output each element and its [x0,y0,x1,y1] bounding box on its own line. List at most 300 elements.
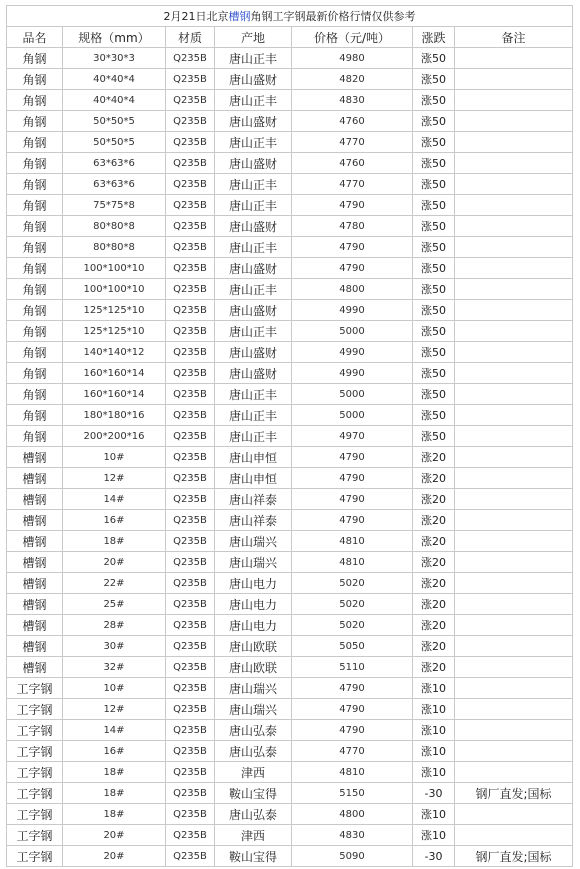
table-row [7,300,573,321]
cell-spec: 20# [63,825,166,846]
cell-material: Q235B [166,489,215,510]
cell-product: 槽钢 [7,657,63,678]
cell-note: 钢厂直发;国标 [455,783,573,804]
cell-change: 涨50 [413,258,455,279]
cell-price: 4780 [292,216,413,237]
cell-material: Q235B [166,636,215,657]
cell-product: 角钢 [7,195,63,216]
cell-material: Q235B [166,300,215,321]
cell-note [455,657,573,678]
cell-origin: 唐山正丰 [215,384,292,405]
cell-note [455,741,573,762]
cell-origin: 唐山正丰 [215,279,292,300]
cell-product: 角钢 [7,426,63,447]
cell-price: 4790 [292,447,413,468]
table-row [7,720,573,741]
cell-spec: 18# [63,783,166,804]
cell-price: 4810 [292,762,413,783]
cell-material: Q235B [166,426,215,447]
cell-note [455,720,573,741]
cell-origin: 唐山盛财 [215,69,292,90]
cell-origin: 唐山盛财 [215,363,292,384]
cell-origin: 唐山电力 [215,615,292,636]
cell-note [455,279,573,300]
cell-product: 工字钢 [7,678,63,699]
cell-change: 涨50 [413,342,455,363]
cell-spec: 30*30*3 [63,48,166,69]
cell-origin: 唐山申恒 [215,447,292,468]
cell-note [455,615,573,636]
cell-change: 涨10 [413,804,455,825]
cell-price: 4830 [292,90,413,111]
table-row [7,363,573,384]
table-row [7,552,573,573]
cell-change: 涨50 [413,216,455,237]
cell-spec: 20# [63,846,166,867]
cell-origin: 唐山弘泰 [215,804,292,825]
table-row [7,573,573,594]
cell-product: 工字钢 [7,741,63,762]
table-row [7,237,573,258]
cell-product: 工字钢 [7,804,63,825]
cell-change: 涨50 [413,174,455,195]
cell-note [455,195,573,216]
cell-note [455,174,573,195]
cell-change: 涨20 [413,615,455,636]
cell-note [455,321,573,342]
cell-change: 涨10 [413,762,455,783]
cell-spec: 50*50*5 [63,132,166,153]
cell-price: 5110 [292,657,413,678]
cell-product: 工字钢 [7,720,63,741]
table-row [7,699,573,720]
cell-change: 涨20 [413,594,455,615]
cell-price: 4790 [292,699,413,720]
cell-note [455,825,573,846]
cell-change: 涨50 [413,237,455,258]
cell-material: Q235B [166,111,215,132]
cell-price: 5150 [292,783,413,804]
cell-note [455,384,573,405]
header-spec: 规格（mm） [63,27,166,48]
cell-material: Q235B [166,258,215,279]
cell-price: 4990 [292,342,413,363]
cell-material: Q235B [166,321,215,342]
cell-note [455,111,573,132]
cell-material: Q235B [166,531,215,552]
cell-material: Q235B [166,615,215,636]
cell-product: 角钢 [7,279,63,300]
cell-origin: 唐山瑞兴 [215,699,292,720]
cell-price: 4980 [292,48,413,69]
cell-price: 4790 [292,195,413,216]
cell-change: 涨20 [413,636,455,657]
cell-product: 角钢 [7,363,63,384]
table-row [7,510,573,531]
cell-note [455,426,573,447]
cell-origin: 唐山盛财 [215,153,292,174]
cell-spec: 18# [63,531,166,552]
cell-note [455,363,573,384]
cell-product: 角钢 [7,153,63,174]
cell-origin: 唐山瑞兴 [215,531,292,552]
cell-product: 角钢 [7,237,63,258]
cell-change: 涨20 [413,489,455,510]
title-suffix: 角钢工字钢最新价格行情仅供参考 [250,10,416,23]
cell-spec: 160*160*14 [63,384,166,405]
cell-spec: 63*63*6 [63,153,166,174]
cell-material: Q235B [166,573,215,594]
cell-change: 涨50 [413,363,455,384]
cell-product: 槽钢 [7,447,63,468]
price-table-container [6,5,572,867]
cell-material: Q235B [166,279,215,300]
cell-material: Q235B [166,153,215,174]
cell-material: Q235B [166,69,215,90]
cell-spec: 80*80*8 [63,237,166,258]
cell-change: 涨10 [413,678,455,699]
header-row [7,27,573,48]
table-row [7,846,573,867]
cell-material: Q235B [166,447,215,468]
cell-change: 涨50 [413,69,455,90]
cell-note [455,699,573,720]
cell-spec: 18# [63,762,166,783]
cell-spec: 10# [63,447,166,468]
cell-material: Q235B [166,657,215,678]
header-price: 价格（元/吨） [292,27,413,48]
cell-material: Q235B [166,846,215,867]
cell-change: 涨20 [413,573,455,594]
cell-product: 角钢 [7,132,63,153]
cell-origin: 唐山盛财 [215,258,292,279]
cell-change: 涨20 [413,657,455,678]
cell-origin: 唐山正丰 [215,405,292,426]
cell-material: Q235B [166,741,215,762]
cell-origin: 唐山正丰 [215,237,292,258]
cell-product: 槽钢 [7,615,63,636]
cell-spec: 20# [63,552,166,573]
header-product: 品名 [7,27,63,48]
cell-change: 涨10 [413,741,455,762]
table-row [7,69,573,90]
cell-spec: 30# [63,636,166,657]
table-row [7,657,573,678]
cell-product: 角钢 [7,321,63,342]
cell-product: 角钢 [7,69,63,90]
cell-material: Q235B [166,342,215,363]
cell-material: Q235B [166,678,215,699]
cell-note [455,258,573,279]
cell-product: 工字钢 [7,825,63,846]
cell-change: 涨10 [413,699,455,720]
cell-price: 5000 [292,405,413,426]
price-table [6,5,573,867]
cell-product: 工字钢 [7,762,63,783]
cell-material: Q235B [166,552,215,573]
cell-spec: 18# [63,804,166,825]
cell-product: 槽钢 [7,489,63,510]
cell-note [455,594,573,615]
table-row [7,111,573,132]
cell-origin: 鞍山宝得 [215,783,292,804]
cell-spec: 160*160*14 [63,363,166,384]
table-row [7,342,573,363]
cell-product: 角钢 [7,258,63,279]
cell-price: 5000 [292,321,413,342]
table-row [7,384,573,405]
cell-spec: 50*50*5 [63,111,166,132]
cell-material: Q235B [166,237,215,258]
cell-origin: 唐山正丰 [215,426,292,447]
cell-spec: 200*200*16 [63,426,166,447]
cell-material: Q235B [166,699,215,720]
cell-origin: 唐山申恒 [215,468,292,489]
cell-product: 工字钢 [7,699,63,720]
cell-product: 工字钢 [7,783,63,804]
table-row [7,825,573,846]
cell-change: 涨50 [413,153,455,174]
cell-price: 4770 [292,741,413,762]
cell-spec: 25# [63,594,166,615]
cell-price: 5000 [292,384,413,405]
cell-price: 4800 [292,279,413,300]
cell-note [455,48,573,69]
cell-spec: 28# [63,615,166,636]
cell-origin: 唐山欧联 [215,657,292,678]
cell-price: 4820 [292,69,413,90]
table-row [7,279,573,300]
cell-change: 涨50 [413,384,455,405]
cell-material: Q235B [166,90,215,111]
cell-product: 槽钢 [7,510,63,531]
cell-origin: 唐山瑞兴 [215,552,292,573]
cell-material: Q235B [166,363,215,384]
cell-change: 涨10 [413,825,455,846]
cell-change: 涨50 [413,405,455,426]
cell-note [455,678,573,699]
cell-spec: 10# [63,678,166,699]
cell-origin: 唐山瑞兴 [215,678,292,699]
cell-material: Q235B [166,405,215,426]
cell-product: 角钢 [7,174,63,195]
cell-material: Q235B [166,804,215,825]
table-row [7,594,573,615]
cell-note [455,342,573,363]
cell-product: 角钢 [7,111,63,132]
cell-note [455,237,573,258]
cell-origin: 唐山弘泰 [215,720,292,741]
cell-origin: 唐山盛财 [215,111,292,132]
cell-price: 5090 [292,846,413,867]
cell-note [455,405,573,426]
cell-origin: 唐山正丰 [215,132,292,153]
cell-spec: 75*75*8 [63,195,166,216]
cell-price: 5020 [292,573,413,594]
cell-change: 涨50 [413,132,455,153]
cell-spec: 40*40*4 [63,90,166,111]
cell-note [455,300,573,321]
cell-material: Q235B [166,216,215,237]
cell-change: 涨20 [413,447,455,468]
cell-price: 5020 [292,594,413,615]
cell-note [455,447,573,468]
cell-change: 涨50 [413,279,455,300]
cell-note [455,552,573,573]
table-row [7,741,573,762]
cell-change: 涨50 [413,300,455,321]
cell-origin: 津西 [215,762,292,783]
cell-price: 4800 [292,804,413,825]
cell-change: 涨20 [413,531,455,552]
cell-spec: 14# [63,489,166,510]
cell-product: 角钢 [7,216,63,237]
table-row [7,132,573,153]
cell-product: 槽钢 [7,594,63,615]
cell-spec: 32# [63,657,166,678]
cell-note [455,804,573,825]
cell-note [455,132,573,153]
cell-product: 槽钢 [7,468,63,489]
cell-product: 角钢 [7,342,63,363]
cell-material: Q235B [166,195,215,216]
cell-price: 4810 [292,552,413,573]
cell-material: Q235B [166,825,215,846]
cell-spec: 12# [63,468,166,489]
cell-spec: 125*125*10 [63,300,166,321]
table-row [7,468,573,489]
table-row [7,195,573,216]
cell-spec: 12# [63,699,166,720]
cell-change: 涨50 [413,195,455,216]
cell-material: Q235B [166,762,215,783]
table-row [7,321,573,342]
cell-origin: 唐山盛财 [215,300,292,321]
header-note: 备注 [455,27,573,48]
table-row [7,48,573,69]
cell-note [455,489,573,510]
table-row [7,447,573,468]
cell-spec: 100*100*10 [63,258,166,279]
cell-price: 4770 [292,174,413,195]
cell-material: Q235B [166,384,215,405]
cell-product: 槽钢 [7,531,63,552]
cell-change: 涨50 [413,111,455,132]
cell-price: 4790 [292,258,413,279]
cell-spec: 40*40*4 [63,69,166,90]
cell-price: 4990 [292,300,413,321]
cell-material: Q235B [166,174,215,195]
cell-price: 4790 [292,489,413,510]
cell-spec: 63*63*6 [63,174,166,195]
cell-spec: 22# [63,573,166,594]
table-row [7,489,573,510]
cell-price: 4790 [292,720,413,741]
header-material: 材质 [166,27,215,48]
cell-price: 5050 [292,636,413,657]
cell-origin: 鞍山宝得 [215,846,292,867]
cell-origin: 唐山电力 [215,594,292,615]
cell-price: 4970 [292,426,413,447]
cell-origin: 唐山电力 [215,573,292,594]
cell-change: 涨50 [413,90,455,111]
table-row [7,216,573,237]
cell-note [455,636,573,657]
table-row [7,426,573,447]
cell-price: 4770 [292,132,413,153]
cell-change: 涨50 [413,321,455,342]
cell-origin: 唐山正丰 [215,174,292,195]
cell-product: 角钢 [7,90,63,111]
cell-material: Q235B [166,132,215,153]
cell-origin: 唐山祥泰 [215,510,292,531]
cell-change: 涨20 [413,552,455,573]
title-row [7,6,573,27]
cell-spec: 16# [63,510,166,531]
table-title [7,6,573,27]
table-row [7,405,573,426]
cell-product: 槽钢 [7,636,63,657]
cell-product: 角钢 [7,384,63,405]
channel-steel-link[interactable]: 槽钢 [228,10,251,23]
table-row [7,258,573,279]
cell-note [455,510,573,531]
cell-origin: 唐山弘泰 [215,741,292,762]
cell-price: 4790 [292,237,413,258]
cell-spec: 14# [63,720,166,741]
title-prefix: 2月21日北京 [163,10,229,23]
cell-origin: 唐山正丰 [215,321,292,342]
cell-price: 4830 [292,825,413,846]
cell-spec: 16# [63,741,166,762]
cell-product: 角钢 [7,405,63,426]
cell-price: 4810 [292,531,413,552]
cell-spec: 100*100*10 [63,279,166,300]
cell-product: 工字钢 [7,846,63,867]
cell-note [455,90,573,111]
table-row [7,762,573,783]
cell-origin: 唐山正丰 [215,195,292,216]
cell-origin: 唐山盛财 [215,342,292,363]
cell-note [455,573,573,594]
cell-product: 槽钢 [7,552,63,573]
cell-origin: 唐山正丰 [215,90,292,111]
table-row [7,153,573,174]
cell-change: 涨50 [413,426,455,447]
cell-price: 5020 [292,615,413,636]
cell-origin: 唐山祥泰 [215,489,292,510]
cell-note [455,216,573,237]
cell-price: 4760 [292,153,413,174]
cell-change: 涨20 [413,510,455,531]
cell-origin: 唐山盛财 [215,216,292,237]
cell-origin: 唐山正丰 [215,48,292,69]
cell-price: 4790 [292,468,413,489]
cell-material: Q235B [166,720,215,741]
cell-change: 涨10 [413,720,455,741]
cell-note [455,69,573,90]
cell-material: Q235B [166,594,215,615]
cell-price: 4760 [292,111,413,132]
cell-note [455,153,573,174]
cell-origin: 津西 [215,825,292,846]
table-row [7,636,573,657]
cell-spec: 140*140*12 [63,342,166,363]
cell-price: 4790 [292,678,413,699]
cell-product: 角钢 [7,300,63,321]
table-row [7,174,573,195]
cell-origin: 唐山欧联 [215,636,292,657]
